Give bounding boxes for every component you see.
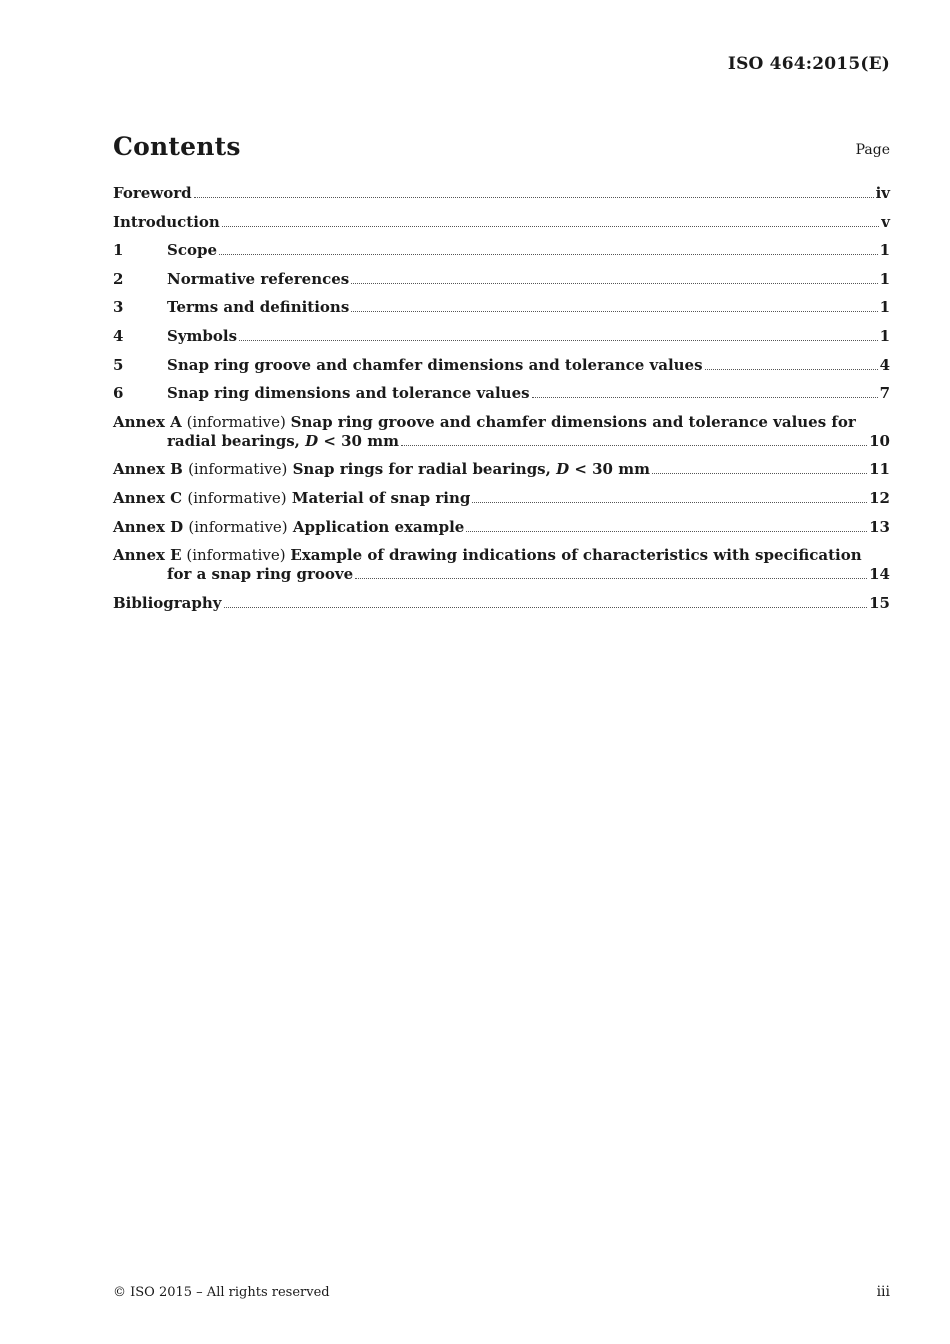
dot-leader	[224, 607, 868, 608]
toc-title: Bibliography	[113, 593, 222, 612]
toc-title: Normative references	[167, 269, 350, 288]
toc-title: Snap ring groove and chamfer dimensions and tolerance values for	[290, 412, 856, 431]
toc-entry-annex-c[interactable]	[113, 489, 890, 508]
toc-title: Annex B (informative) Snap rings for radial bearings, D < 30 mm	[113, 460, 650, 479]
toc-entry-annex-a[interactable]	[113, 413, 890, 451]
dot-leader	[466, 531, 867, 532]
clause-number: 2	[113, 269, 124, 288]
dot-leader	[194, 197, 874, 198]
table-of-contents	[113, 184, 890, 622]
toc-entry-clause-4[interactable]	[113, 327, 890, 346]
toc-page-number: 1	[879, 269, 890, 288]
toc-entry-annex-e[interactable]	[113, 546, 890, 584]
toc-title: Foreword	[113, 184, 192, 202]
dot-leader	[355, 578, 867, 579]
toc-entry-annex-b[interactable]	[113, 460, 890, 479]
toc-title: Annex D (informative) Application example	[113, 517, 465, 536]
toc-title-continued: radial bearings, D < 30 mm	[167, 431, 399, 450]
toc-title: Scope	[167, 241, 218, 260]
annex-label: Annex E	[113, 546, 182, 565]
clause-number: 5	[113, 355, 124, 374]
dot-leader	[532, 397, 878, 398]
toc-page-number: 12	[869, 488, 890, 507]
toc-entry-clause-2[interactable]	[113, 270, 890, 289]
annex-type: (informative)	[186, 546, 286, 565]
dot-leader	[472, 502, 867, 503]
toc-title: Snap ring groove and chamfer dimensions and tolerance values	[167, 355, 703, 374]
toc-entry-bibliography[interactable]	[113, 594, 890, 613]
dot-leader	[401, 445, 867, 446]
toc-title: Terms and definitions	[167, 298, 350, 317]
page-column-label: Page	[855, 142, 890, 158]
copyright-notice: © ISO 2015 – All rights reserved	[113, 1285, 330, 1300]
toc-entry-clause-1[interactable]	[113, 241, 890, 260]
toc-page-number: 1	[879, 241, 890, 260]
footer-page-number: iii	[876, 1284, 890, 1300]
toc-title: Example of drawing indications of characteristics with specification	[290, 546, 862, 565]
toc-entry-clause-3[interactable]	[113, 298, 890, 317]
toc-title: Introduction	[113, 212, 220, 231]
toc-page-number: 1	[879, 298, 890, 317]
dot-leader	[222, 226, 879, 227]
toc-page-number: 13	[869, 517, 890, 536]
toc-page-number: 7	[879, 384, 890, 403]
toc-title-continued: for a snap ring groove	[167, 565, 354, 584]
clause-number: 1	[113, 241, 124, 260]
toc-title: Annex C (informative) Material of snap ring	[113, 488, 471, 507]
toc-page-number: v	[881, 212, 890, 231]
document-reference: ISO 464:2015(E)	[727, 54, 890, 74]
dot-leader	[219, 254, 878, 255]
dot-leader	[652, 473, 867, 474]
dot-leader	[239, 340, 878, 341]
clause-number: 3	[113, 298, 124, 317]
toc-page-number: 4	[879, 355, 890, 374]
contents-heading: Contents	[113, 132, 241, 161]
toc-page-number: 15	[869, 593, 890, 612]
annex-label: Annex A	[113, 412, 182, 431]
toc-entry-foreword[interactable]	[113, 184, 890, 203]
toc-entry-introduction[interactable]	[113, 213, 890, 232]
toc-entry-clause-5[interactable]	[113, 356, 890, 375]
toc-entry-annex-d[interactable]	[113, 518, 890, 537]
toc-page-number: 11	[869, 460, 890, 479]
toc-entry-clause-6[interactable]	[113, 384, 890, 403]
toc-title: Symbols	[167, 326, 238, 345]
clause-number: 4	[113, 326, 124, 345]
annex-type: (informative)	[186, 412, 286, 431]
dot-leader	[705, 369, 878, 370]
toc-page-number: iv	[875, 184, 890, 202]
toc-page-number: 14	[869, 565, 890, 584]
dot-leader	[351, 283, 877, 284]
toc-page-number: 10	[869, 431, 890, 450]
toc-page-number: 1	[879, 326, 890, 345]
clause-number: 6	[113, 384, 124, 403]
toc-title: Snap ring dimensions and tolerance values	[167, 384, 530, 403]
dot-leader	[351, 311, 877, 312]
